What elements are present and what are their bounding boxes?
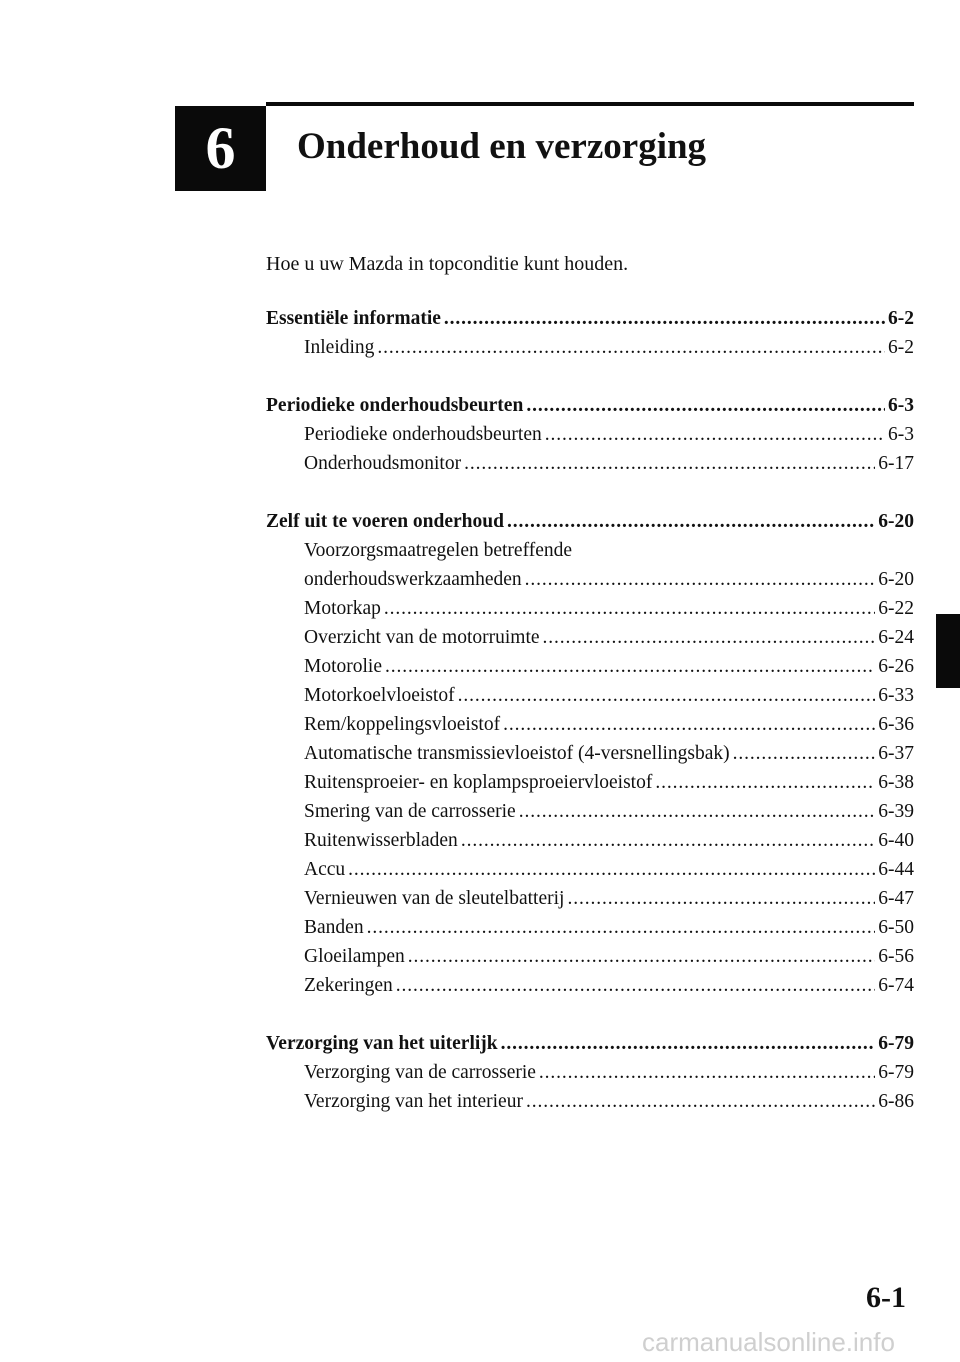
chapter-thumb-tab	[936, 614, 960, 688]
toc-entry[interactable]: Verzorging van het interieur . . . 6-86	[266, 1087, 914, 1116]
toc-entry[interactable]: Smering van de carrosserie . . . 6-39	[266, 797, 914, 826]
toc-entry[interactable]: Accu . . . 6-44	[266, 855, 914, 884]
chapter-title: Onderhoud en verzorging	[297, 126, 707, 167]
table-of-contents	[266, 304, 914, 1145]
toc-section	[266, 1029, 914, 1116]
toc-entry[interactable]: Periodieke onderhoudsbeurten . . . 6-3	[266, 420, 914, 449]
toc-entry[interactable]: Vernieuwen van de sleutelbatterij . . . 6-47	[266, 884, 914, 913]
toc-entry[interactable]: Ruitenwisserbladen . . . 6-40	[266, 826, 914, 855]
toc-entry[interactable]: onderhoudswerkzaamheden . . . 6-20	[266, 565, 914, 594]
toc-section	[266, 391, 914, 478]
toc-entry[interactable]: Motorolie . . . 6-26	[266, 652, 914, 681]
chapter-intro: Hoe u uw Mazda in topconditie kunt houden.	[266, 253, 629, 275]
toc-section	[266, 507, 914, 1000]
toc-entry[interactable]: Onderhoudsmonitor . . . 6-17	[266, 449, 914, 478]
toc-entry[interactable]: Overzicht van de motorruimte . . . 6-24	[266, 623, 914, 652]
chapter-header-rule	[266, 102, 914, 106]
toc-entry[interactable]: Motorkap . . . 6-22	[266, 594, 914, 623]
toc-entry[interactable]: Gloeilampen . . . 6-56	[266, 942, 914, 971]
toc-section-heading[interactable]: Periodieke onderhoudsbeurten . . . 6-3	[266, 391, 914, 420]
page-number: 6-1	[866, 1281, 906, 1314]
toc-entry[interactable]: Zekeringen . . . 6-74	[266, 971, 914, 1000]
toc-entry-line1[interactable]: Voorzorgsmaatregelen betreffende	[304, 540, 573, 561]
toc-entry[interactable]: Banden . . . 6-50	[266, 913, 914, 942]
toc-entry[interactable]: Inleiding . . . 6-2	[266, 333, 914, 362]
toc-section	[266, 304, 914, 362]
watermark: carmanualsonline.info	[642, 1327, 895, 1357]
toc-entry[interactable]: Rem/koppelingsvloeistof . . . 6-36	[266, 710, 914, 739]
chapter-number-box	[175, 106, 266, 191]
toc-entry[interactable]: Automatische transmissievloeistof (4-versnellingsbak) . . . 6-37	[266, 739, 914, 768]
toc-entry[interactable]: Ruitensproeier- en koplampsproeiervloeistof . . . 6-38	[266, 768, 914, 797]
chapter-number: 6	[205, 115, 236, 181]
toc-section-heading[interactable]: Zelf uit te voeren onderhoud . . . 6-20	[266, 507, 914, 536]
toc-section-heading[interactable]: Verzorging van het uiterlijk . . . 6-79	[266, 1029, 914, 1058]
toc-entry[interactable]: Verzorging van de carrosserie . . . 6-79	[266, 1058, 914, 1087]
toc-entry[interactable]: Motorkoelvloeistof . . . 6-33	[266, 681, 914, 710]
toc-section-heading[interactable]: Essentiële informatie . . . 6-2	[266, 304, 914, 333]
